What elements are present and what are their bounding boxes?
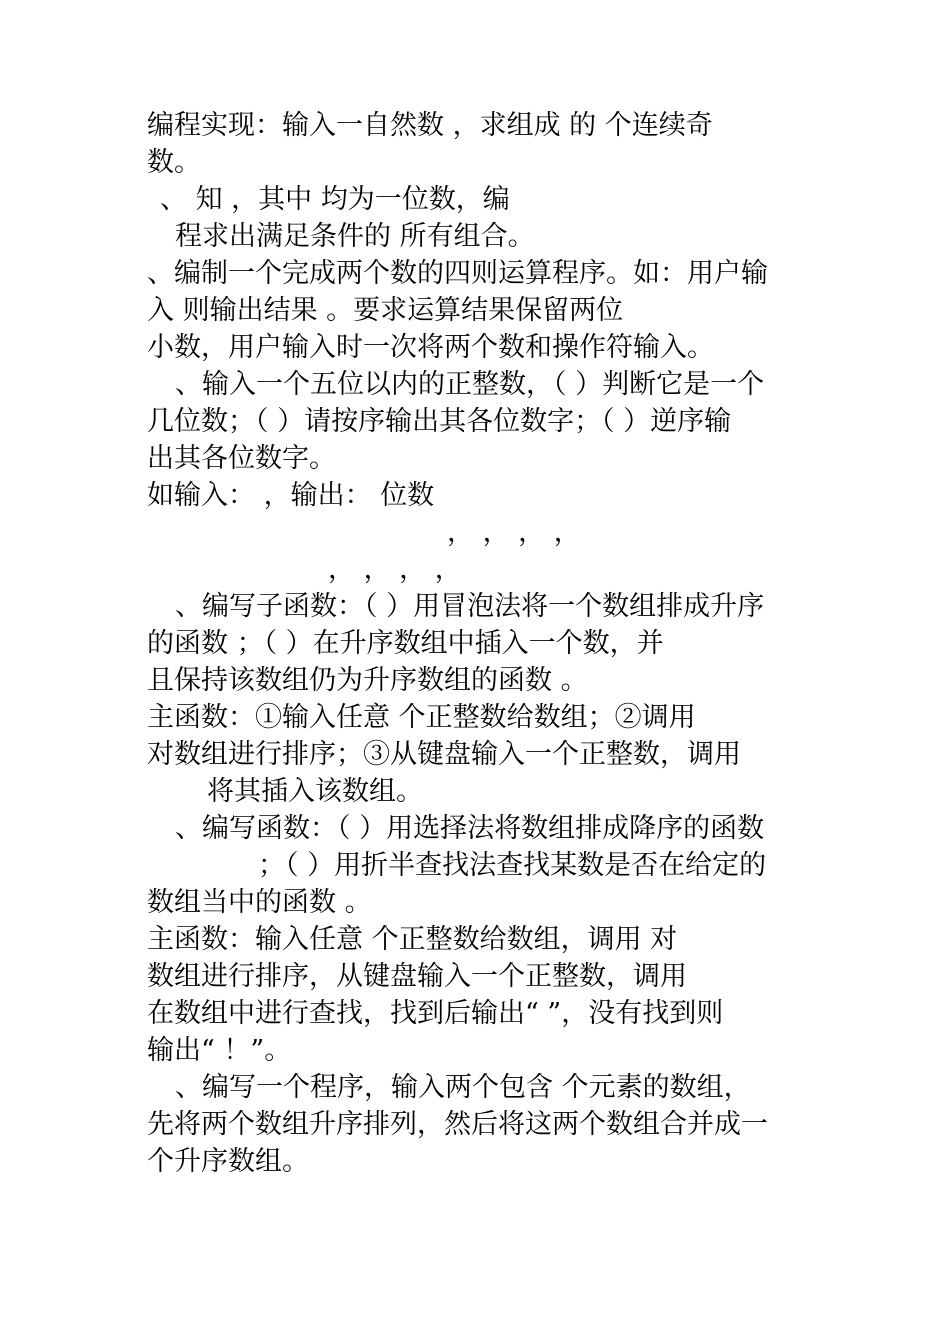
text-line: 且保持该数组仍为升序数组的函数 。 (147, 665, 588, 696)
text-line: 输出“ ！”。 (147, 1035, 292, 1066)
text-line: 对数组进行排序；③从键盘输入一个正整数，调用 (147, 739, 741, 770)
text-line: 先将两个数组升序排列，然后将这两个数组合并成一 (147, 1109, 768, 1140)
text-line: 在数组中进行查找，找到后输出“ ”，没有找到则 (147, 998, 724, 1029)
text-line: 小数，用户输入时一次将两个数和操作符输入。 (147, 332, 714, 363)
text-line: 几位数；（ ）请按序输出其各位数字；（ ）逆序输 (147, 406, 732, 437)
text-line: 的函数 ；（ ）在升序数组中插入一个数，并 (147, 628, 664, 659)
text-line: 、输入一个五位以内的正整数，（ ）判断它是一个 (175, 369, 765, 400)
text-line: ， ， ， ， (447, 517, 581, 548)
text-line: 、编写一个程序，输入两个包含 个元素的数组， (175, 1072, 751, 1103)
text-line: 主函数：①输入任意 个正整数给数组；②调用 (147, 702, 696, 733)
text-line: 、编写子函数：（ ）用冒泡法将一个数组排成升序 (175, 591, 765, 622)
text-line: 出其各位数字。 (147, 443, 336, 474)
text-line: 将其插入该数组。 (207, 776, 423, 807)
text-line: ；（ ）用折半查找法查找某数是否在给定的 (258, 850, 767, 881)
text-line: 、编制一个完成两个数的四则运算程序。如：用户输 (147, 258, 768, 289)
text-line: 如输入： ，输出： 位数 (147, 480, 435, 511)
text-line: 数组进行排序，从键盘输入一个正整数，调用 (147, 961, 687, 992)
text-line: ， ， ， ， (328, 554, 462, 585)
text-line: 入 则输出结果 。要求运算结果保留两位 (147, 295, 624, 326)
text-line: 编程实现：输入一自然数 ，求组成 的 个连续奇 (147, 110, 713, 141)
text-line: 、 知 ，其中 均为一位数，编 (160, 184, 510, 215)
text-line: 程求出满足条件的 所有组合。 (175, 221, 535, 252)
text-line: 、编写函数：（ ）用选择法将数组排成降序的函数 (175, 813, 765, 844)
text-line: 数组当中的函数 。 (147, 887, 372, 918)
text-line: 数。 (147, 147, 201, 178)
text-line: 主函数：输入任意 个正整数给数组，调用 对 (147, 924, 678, 955)
text-line: 个升序数组。 (147, 1146, 309, 1177)
